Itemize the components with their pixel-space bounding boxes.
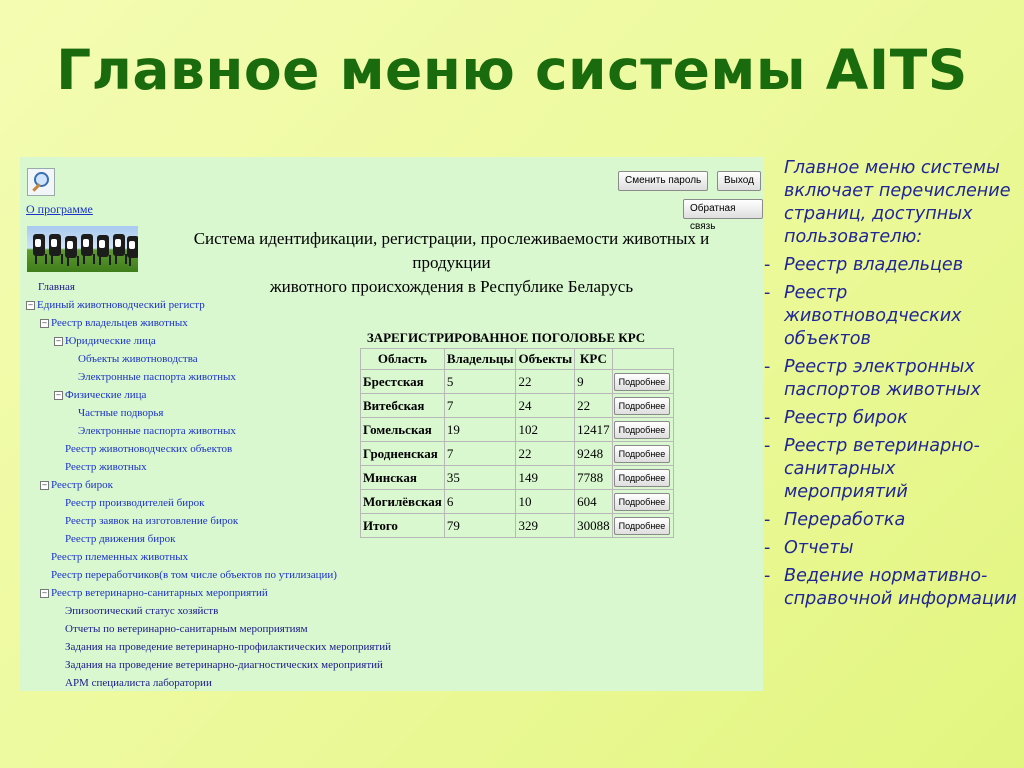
table-row — [361, 370, 674, 394]
menu-item-home[interactable]: Главная — [38, 281, 75, 293]
owners-cell: 35 — [444, 466, 516, 490]
menu-item-epizootic-status[interactable]: Эпизоотический статус хозяйств — [65, 605, 219, 617]
table-row-total — [361, 514, 674, 538]
cattle-cell: 604 — [575, 490, 613, 514]
menu-item-livestock-objects[interactable]: Объекты животноводства — [78, 353, 198, 365]
column-header — [612, 349, 673, 370]
collapse-icon[interactable]: − — [41, 319, 48, 327]
details-button[interactable]: Подробнее — [614, 421, 671, 439]
list-item: - Реестр ветеринарно-санитарных мероприятий — [764, 436, 980, 502]
system-title: Система идентификации, регистрации, прослеживаемости животных и продукции животного происхождения в Республике Беларусь — [193, 229, 710, 296]
menu-item-private-farms[interactable]: Частные подворья — [78, 407, 164, 419]
cattle-cell: 12417 — [575, 418, 613, 442]
menu-item-prophylactic-tasks[interactable]: Задания на проведение ветеринарно-профилактических мероприятий — [65, 641, 391, 653]
menu-item-vet-reports[interactable]: Отчеты по ветеринарно-санитарным мероприятиям — [65, 623, 308, 635]
menu-item-legal-entities[interactable]: − Юридические лица — [55, 335, 156, 347]
objects-cell: 24 — [516, 394, 575, 418]
menu-item-vet-measures[interactable]: − Реестр ветеринарно-санитарных мероприятий — [41, 587, 268, 599]
cattle-table — [360, 348, 674, 538]
list-item: - Реестр бирок — [764, 408, 908, 428]
menu-item-diagnostic-tasks[interactable]: Задания на проведение ветеринарно-диагностических мероприятий — [65, 659, 383, 671]
feedback-button[interactable]: Обратная связь — [683, 199, 763, 219]
details-button[interactable]: Подробнее — [614, 469, 671, 487]
owners-cell: 7 — [444, 442, 516, 466]
notes-list — [762, 254, 1024, 611]
objects-cell: 329 — [516, 514, 575, 538]
objects-cell: 22 — [516, 370, 575, 394]
magnifier-icon[interactable] — [27, 168, 55, 196]
objects-cell: 102 — [516, 418, 575, 442]
region-cell: Брестская — [361, 370, 445, 394]
cattle-cell: 7788 — [575, 466, 613, 490]
region-cell: Итого — [361, 514, 445, 538]
details-button[interactable]: Подробнее — [614, 445, 671, 463]
menu-item-unified-register[interactable]: − Единый животноводческий регистр — [27, 299, 205, 311]
app-screenshot — [20, 157, 763, 691]
list-item: - Отчеты — [764, 538, 854, 558]
owners-cell: 79 — [444, 514, 516, 538]
menu-item-processors-register[interactable]: Реестр переработчиков(в том числе объектов по утилизации) — [51, 569, 337, 581]
slide-notes — [762, 157, 1024, 611]
column-header: Объекты — [516, 349, 575, 370]
collapse-icon[interactable]: − — [55, 337, 62, 345]
objects-cell: 22 — [516, 442, 575, 466]
list-item: - Переработка — [764, 510, 906, 530]
details-button[interactable]: Подробнее — [614, 493, 671, 511]
collapse-icon[interactable]: − — [27, 301, 34, 309]
cattle-table-title: ЗАРЕГИСТРИРОВАННОЕ ПОГОЛОВЬЕ КРС — [366, 330, 646, 345]
table-row — [361, 490, 674, 514]
change-password-button[interactable]: Сменить пароль — [618, 171, 708, 191]
list-item: - Реестр животноводческих объектов — [764, 283, 962, 349]
cattle-cell: 22 — [575, 394, 613, 418]
list-item: - Реестр электронных паспортов животных — [764, 357, 981, 400]
owners-cell: 5 — [444, 370, 516, 394]
table-row — [361, 418, 674, 442]
exit-button[interactable]: Выход — [717, 171, 761, 191]
owners-cell: 6 — [444, 490, 516, 514]
region-cell: Гродненская — [361, 442, 445, 466]
column-header: КРС — [575, 349, 613, 370]
table-header-row — [361, 349, 674, 370]
collapse-icon[interactable]: − — [41, 589, 48, 597]
menu-item-tag-movement[interactable]: Реестр движения бирок — [65, 533, 176, 545]
menu-item-tag-orders[interactable]: Реестр заявок на изготовление бирок — [65, 515, 239, 527]
owners-cell: 19 — [444, 418, 516, 442]
menu-item-livestock-objects-register[interactable]: Реестр животноводческих объектов — [65, 443, 233, 455]
column-header: Область — [361, 349, 445, 370]
list-item: - Ведение нормативно-справочной информации — [764, 566, 1017, 609]
details-button[interactable]: Подробнее — [614, 397, 671, 415]
table-row — [361, 442, 674, 466]
menu-item-individuals[interactable]: − Физические лица — [55, 389, 147, 401]
menu-item-lab-workstation[interactable]: АРМ специалиста лаборатории — [65, 677, 212, 689]
collapse-icon[interactable]: − — [55, 391, 62, 399]
column-header: Владельцы — [444, 349, 516, 370]
region-cell: Витебская — [361, 394, 445, 418]
region-cell: Минская — [361, 466, 445, 490]
details-button[interactable]: Подробнее — [614, 373, 671, 391]
objects-cell: 149 — [516, 466, 575, 490]
collapse-icon[interactable]: − — [41, 481, 48, 489]
slide-title: Главное меню системы AITS — [56, 38, 968, 102]
about-link[interactable]: О программе — [26, 202, 93, 216]
cattle-cell: 30088 — [575, 514, 613, 538]
menu-item-tag-manufacturers[interactable]: Реестр производителей бирок — [65, 497, 205, 509]
objects-cell: 10 — [516, 490, 575, 514]
menu-item-e-passports-legal[interactable]: Электронные паспорта животных — [78, 371, 236, 383]
region-cell: Могилёвская — [361, 490, 445, 514]
table-row — [361, 466, 674, 490]
cows-banner-image — [27, 226, 138, 272]
menu-item-breeding-animals[interactable]: Реестр племенных животных — [51, 551, 189, 563]
menu-item-owners-register[interactable]: − Реестр владельцев животных — [41, 317, 188, 329]
list-item: - Реестр владельцев — [764, 255, 964, 275]
region-cell: Гомельская — [361, 418, 445, 442]
table-row — [361, 394, 674, 418]
notes-intro: Главное меню системы включает перечисление страниц, доступных пользователю: — [784, 158, 1011, 247]
menu-item-tags-register[interactable]: − Реестр бирок — [41, 479, 113, 491]
menu-item-animals-register[interactable]: Реестр животных — [65, 461, 147, 473]
cattle-cell: 9248 — [575, 442, 613, 466]
menu-item-e-passports-individuals[interactable]: Электронные паспорта животных — [78, 425, 236, 437]
cattle-cell: 9 — [575, 370, 613, 394]
details-button[interactable]: Подробнее — [614, 517, 671, 535]
owners-cell: 7 — [444, 394, 516, 418]
